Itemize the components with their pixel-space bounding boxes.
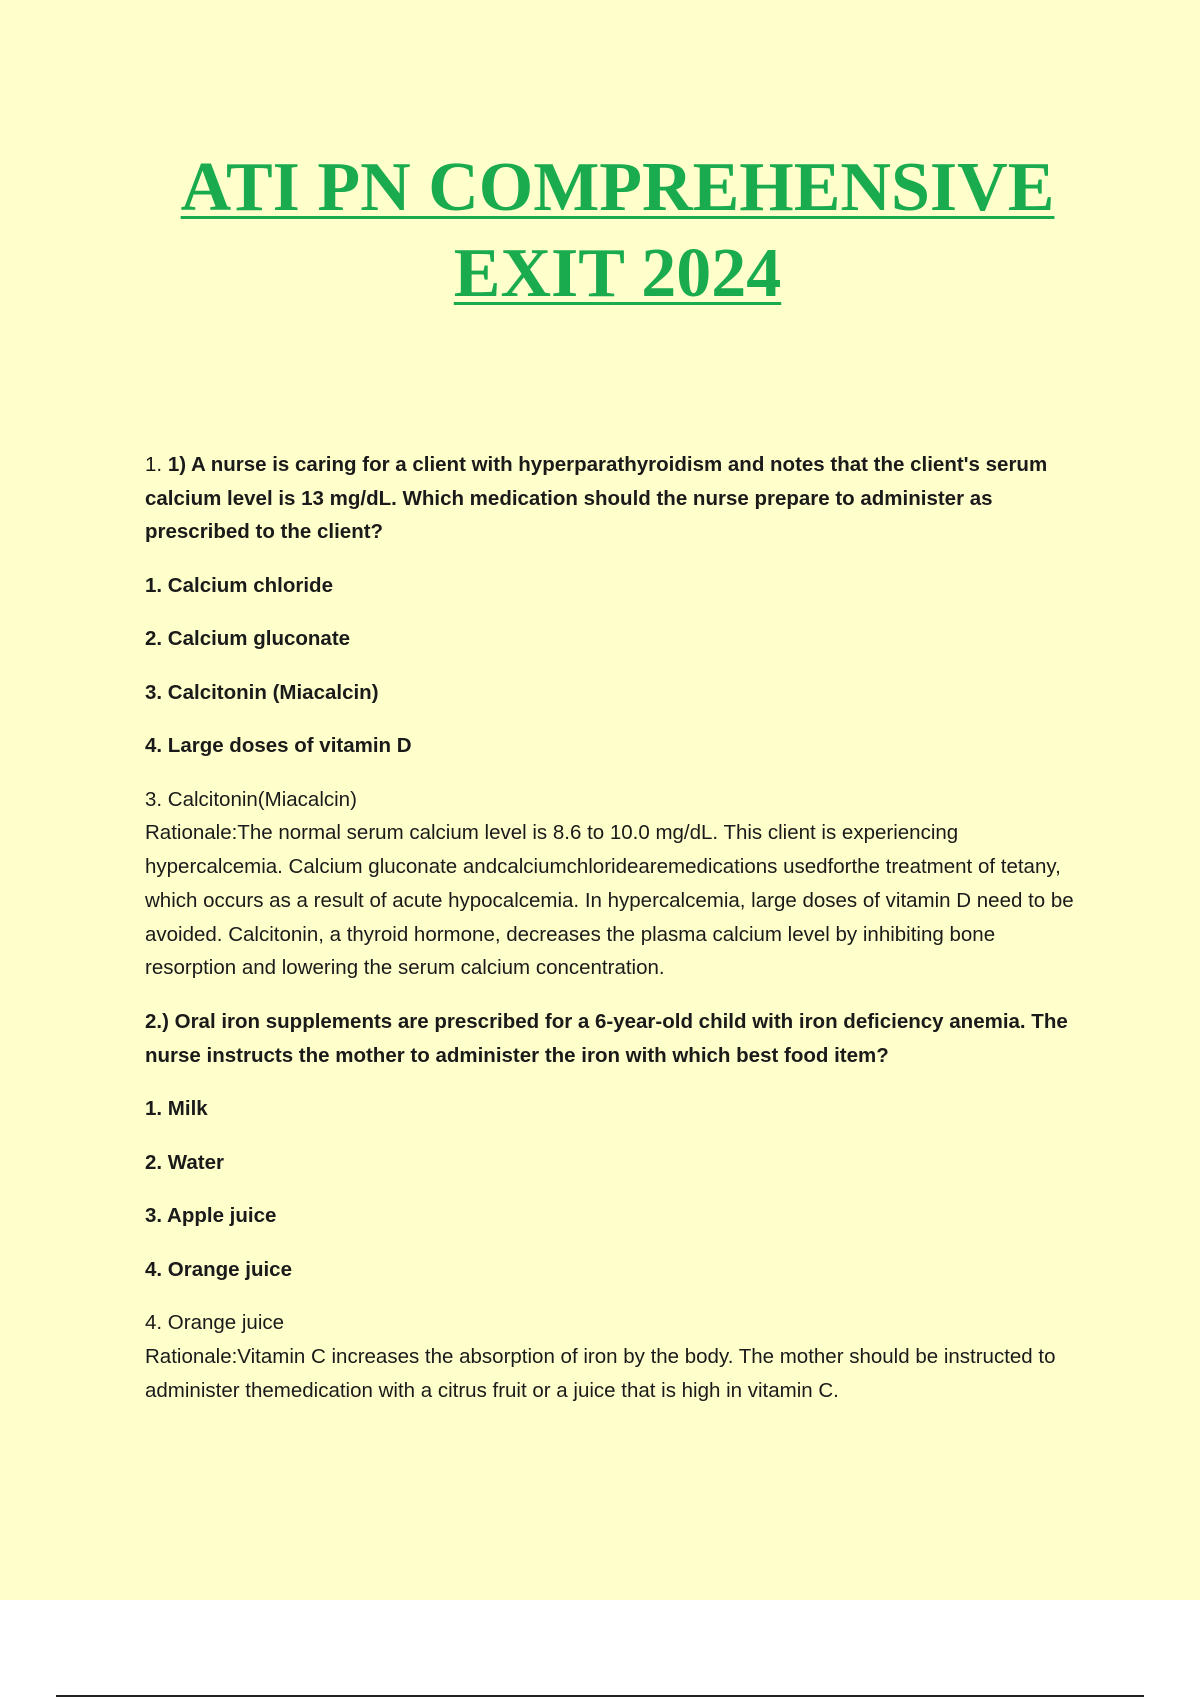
question-1-option-2: 2. Calcium gluconate bbox=[145, 627, 351, 650]
question-2-answer: 4. Orange juice bbox=[145, 1311, 285, 1335]
question-2-rationale: Rationale:Vitamin C increases the absorption of iron by the body. The mother should be instructed to administer themedication with a citrus fruit or a juice that is high in vitamin C. bbox=[145, 1345, 1056, 1402]
question-2-stem: 2.) Oral iron supplements are prescribed for a 6-year-old child with iron deficiency anemia. The nurse instructs the mother to administer the iron with which best food item? bbox=[145, 1010, 1068, 1067]
question-1-number: 1. bbox=[145, 453, 163, 476]
question-2-answer-block bbox=[145, 1306, 1080, 1407]
question-2-option-2: 2. Water bbox=[145, 1150, 224, 1174]
question-2-option-1: 1. Milk bbox=[145, 1097, 208, 1121]
question-2-option-4: 4. Orange juice bbox=[145, 1257, 292, 1281]
question-1-option-3: 3. Calcitonin (Miacalcin) bbox=[145, 680, 379, 704]
title-line-1: ATI PN COMPREHENSIVE bbox=[180, 149, 1055, 226]
question-1-option-4: 4. Large doses of vitamin D bbox=[145, 734, 412, 757]
page-divider bbox=[56, 1695, 1144, 1697]
document-title bbox=[0, 145, 1200, 317]
question-1-answer: 3. Calcitonin(Miacalcin) bbox=[145, 787, 357, 811]
question-1-answer-block bbox=[145, 783, 1080, 986]
question-2-option-3: 3. Apple juice bbox=[145, 1204, 277, 1228]
question-1-option-1: 1. Calcium chloride bbox=[145, 573, 333, 597]
questions-content bbox=[145, 448, 1080, 1408]
question-1-rationale: Rationale:The normal serum calcium level is 8.6 to 10.0 mg/dL. This client is experiencing hypercalcemia. Calcium gluconate andcalciumchloridearemedications usedforthe treatment of tetany, which occurs as a result of acute hypocalcemia. In hypercalcemia, large doses of vitamin D need to be avoided. Calcitonin, a thyroid hormone, decreases the plasma calcium level by inhibiting bone resorption and lowering the serum calcium concentration. bbox=[145, 821, 1074, 980]
question-1-text: 1) A nurse is caring for a client with hyperparathyroidism and notes that the client's serum calcium level is 13 mg/dL. Which medication should the nurse prepare to administer as prescribed to the client? bbox=[145, 453, 1048, 543]
title-line-2: EXIT 2024 bbox=[453, 235, 782, 312]
question-1-stem bbox=[145, 448, 1080, 549]
